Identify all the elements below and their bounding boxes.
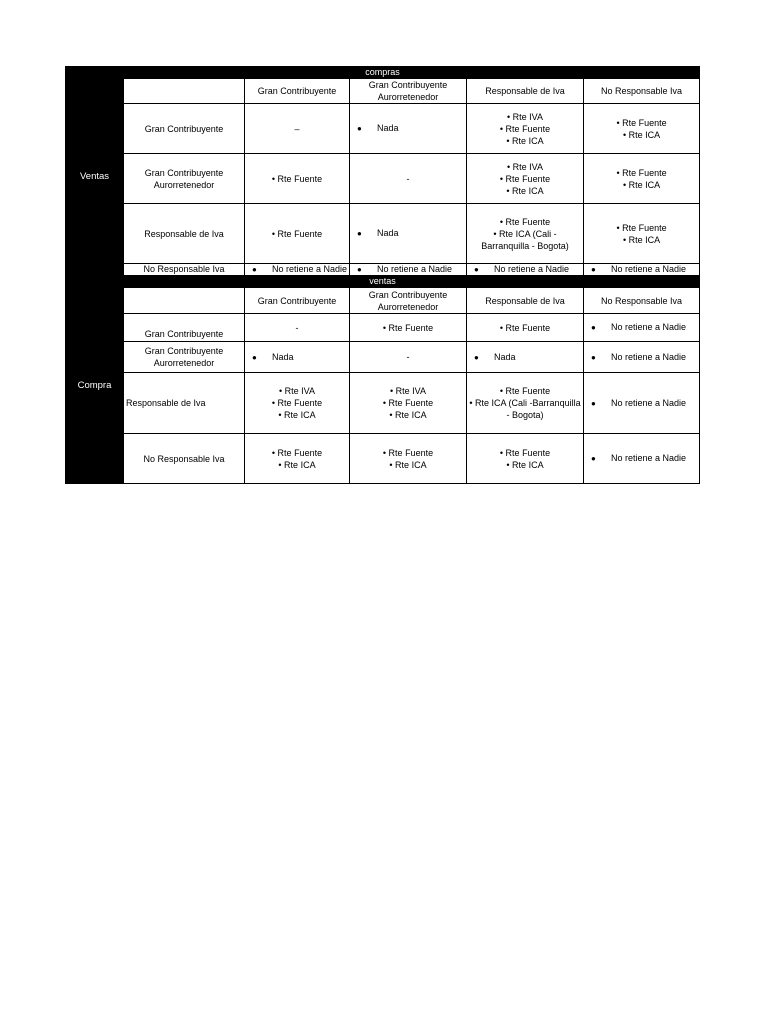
table2-side-label: Compra [66, 288, 124, 484]
table2-value-cell [245, 434, 350, 484]
cell-line: • Rte Fuente [499, 322, 551, 333]
table1-row-label: No Responsable Iva [124, 264, 245, 276]
table2-header-row [66, 288, 700, 314]
table2-band-label: ventas [66, 276, 700, 288]
table1-column-header: Gran Contribuyente [245, 79, 350, 104]
cell-line: • Rte ICA [278, 410, 316, 420]
bullet-text: No retiene a Nadie [494, 264, 570, 274]
table1-side-label: Ventas [66, 79, 124, 276]
bullet-icon: ● [252, 352, 257, 362]
table1-band-label: compras [66, 67, 700, 79]
bullet-item [585, 397, 698, 410]
table2-value-cell [350, 434, 467, 484]
table2-row-label: Gran Contribuyente [124, 314, 245, 342]
table2-value-cell [350, 314, 467, 342]
bullet-item [468, 351, 582, 364]
bullet-item [585, 264, 698, 275]
table2-value-cell [584, 373, 700, 434]
table1-header-row [66, 79, 700, 104]
table2-column-header: Gran Contribuyente Aurorretenedor [350, 288, 467, 314]
table2-value-cell [350, 373, 467, 434]
table2-value-cell [467, 314, 584, 342]
bullet-icon: ● [591, 265, 596, 274]
cell-line: • Rte Fuente [499, 386, 551, 396]
table1-value-cell [245, 154, 350, 204]
cell-line: • Rte Fuente [271, 447, 323, 458]
table1-value-cell [467, 154, 584, 204]
bullet-item [585, 452, 698, 465]
bullet-text: No retiene a Nadie [272, 264, 348, 274]
cell-line: • Rte Fuente [499, 216, 551, 227]
bullet-icon: ● [357, 229, 362, 238]
table1-value-cell [584, 204, 700, 264]
cell-line: • Rte Fuente [271, 173, 323, 184]
cell-line: • Rte ICA [389, 410, 427, 420]
bullet-icon: ● [474, 352, 479, 362]
cell-line: • Rte Fuente [271, 228, 323, 239]
table1-value-cell [467, 204, 584, 264]
cell-line: • Rte ICA [506, 135, 544, 146]
table1-value-cell [245, 104, 350, 154]
bullet-icon: ● [252, 265, 257, 274]
cell-line: • Rte Fuente [271, 398, 323, 408]
cell-line: • Rte Fuente [616, 167, 667, 178]
table1-value-cell [245, 264, 350, 276]
cell-line: • Rte Fuente [382, 322, 434, 333]
cell-line: • Rte ICA [622, 234, 661, 245]
cell-line: • Rte ICA (Cali - [493, 228, 557, 239]
table1-row [66, 154, 700, 204]
table2-value-cell [467, 434, 584, 484]
table1-value-cell [584, 264, 700, 276]
retention-matrix-sheet [65, 66, 699, 484]
bullet-item [468, 264, 582, 275]
bullet-text: Nada [494, 351, 516, 362]
cell-line: • Rte ICA [506, 185, 544, 196]
table1-row-label: Responsable de Iva [124, 204, 245, 264]
table1-value-cell [467, 104, 584, 154]
bullet-item [585, 351, 698, 364]
cell-line: • Rte ICA [278, 459, 316, 470]
table2-band-row [66, 276, 700, 288]
bullet-text: No retiene a Nadie [611, 264, 687, 274]
bullet-text: No retiene a Nadie [611, 351, 687, 362]
cell-line: • Rte Fuente [382, 398, 434, 408]
table1-value-cell [350, 204, 467, 264]
bullet-item [585, 321, 698, 334]
bullet-icon: ● [591, 454, 596, 463]
cell-line: • Rte ICA [622, 179, 661, 190]
bullet-item [246, 351, 348, 364]
table2-column-header: Gran Contribuyente [245, 288, 350, 314]
bullet-icon: ● [591, 352, 596, 362]
bullet-item [351, 122, 465, 135]
cell-line: • Rte IVA [279, 386, 315, 396]
table2-row-label: Gran Contribuyente Aurorretenedor [124, 342, 245, 373]
table1-row [66, 264, 700, 276]
table1-value-cell [584, 104, 700, 154]
table1-column-header: Gran Contribuyente Aurorretenedor [350, 79, 467, 104]
table2-row [66, 373, 700, 434]
bullet-text: Nada [272, 351, 294, 362]
cell-line: • Rte Fuente [499, 123, 551, 134]
bullet-text: No retiene a Nadie [377, 264, 453, 274]
bullet-text: No retiene a Nadie [611, 397, 687, 408]
bullet-icon: ● [357, 265, 362, 274]
cell-line: - [295, 322, 299, 333]
table2-value-cell [584, 314, 700, 342]
cell-line: • Rte Fuente [499, 447, 551, 458]
cell-line: – [294, 123, 300, 134]
bullet-icon: ● [474, 265, 479, 274]
bullet-icon: ● [591, 323, 596, 332]
table2-value-cell [584, 434, 700, 484]
table1-value-cell [350, 264, 467, 276]
cell-line: • Rte Fuente [382, 447, 434, 458]
table2-value-cell [245, 373, 350, 434]
table1-value-cell [245, 204, 350, 264]
cell-line: • Rte ICA [389, 459, 427, 470]
table2-row [66, 434, 700, 484]
table1-band-row [66, 67, 700, 79]
table1-value-cell [584, 154, 700, 204]
bullet-icon: ● [357, 124, 362, 133]
table2-row-label: No Responsable Iva [124, 434, 245, 484]
cell-line: • Rte IVA [507, 111, 543, 122]
table2-value-cell [350, 342, 467, 373]
cell-line: - Bogota) [506, 410, 544, 420]
table1-row [66, 104, 700, 154]
table2-value-cell [245, 314, 350, 342]
table1-value-cell [350, 104, 467, 154]
bullet-text: No retiene a Nadie [611, 453, 687, 463]
table1-value-cell [350, 154, 467, 204]
cell-line: Barranquilla - Bogota) [481, 240, 569, 251]
cell-line: • Rte ICA (Cali -Barranquilla [469, 398, 581, 408]
bullet-item [246, 264, 348, 275]
table2-value-cell [467, 342, 584, 373]
cell-line: • Rte IVA [507, 161, 543, 172]
table2-row [66, 314, 700, 342]
table2-value-cell [467, 373, 584, 434]
table1-column-header: Responsable de Iva [467, 79, 584, 104]
table1-corner-cell [124, 79, 245, 104]
table1-row-label: Gran Contribuyente [124, 104, 245, 154]
cell-line: • Rte Fuente [499, 173, 551, 184]
bullet-item [351, 264, 465, 275]
cell-line: - [406, 173, 410, 184]
table2-corner-cell [124, 288, 245, 314]
table2-column-header: No Responsable Iva [584, 288, 700, 314]
cell-line: • Rte ICA [506, 459, 544, 470]
table2-column-header: Responsable de Iva [467, 288, 584, 314]
table1-column-header: No Responsable Iva [584, 79, 700, 104]
bullet-text: Nada [377, 123, 399, 133]
table1-value-cell [467, 264, 584, 276]
table2-value-cell [245, 342, 350, 373]
table1-row [66, 204, 700, 264]
cell-line: • Rte Fuente [616, 117, 667, 128]
cell-line: • Rte IVA [390, 386, 426, 396]
retention-table [65, 66, 700, 484]
bullet-text: No retiene a Nadie [611, 322, 687, 332]
retention-table-body [66, 67, 700, 484]
cell-line: • Rte Fuente [616, 222, 667, 233]
table2-row-label: Responsable de Iva [124, 373, 245, 434]
bullet-icon: ● [591, 398, 596, 408]
bullet-item [351, 227, 465, 240]
bullet-text: Nada [377, 228, 399, 238]
table2-value-cell [584, 342, 700, 373]
cell-line: • Rte ICA [622, 129, 661, 140]
table1-row-label: Gran Contribuyente Aurorretenedor [124, 154, 245, 204]
cell-line: - [406, 352, 410, 362]
table2-row [66, 342, 700, 373]
